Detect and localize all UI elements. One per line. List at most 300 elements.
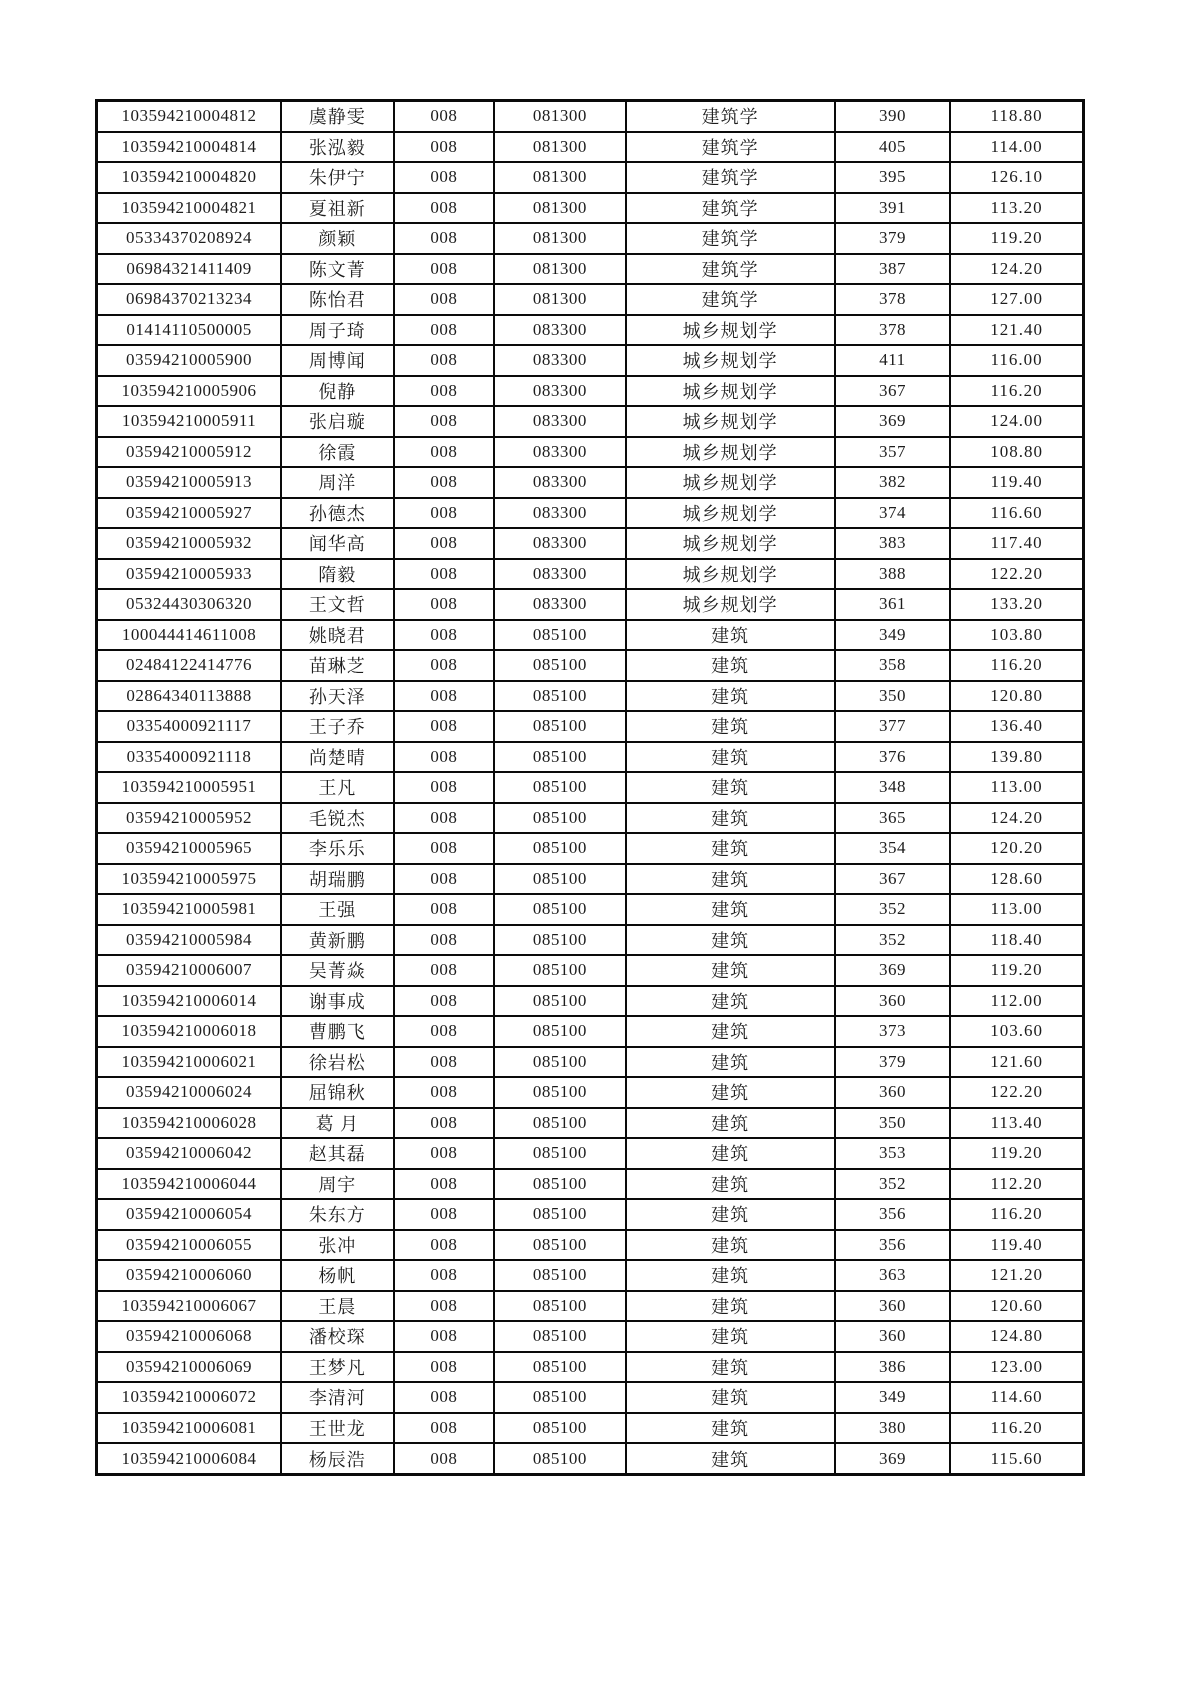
cell-dept_code: 008 <box>394 650 495 681</box>
cell-major_code: 085100 <box>494 1169 625 1200</box>
table-row <box>97 162 1084 193</box>
cell-dept_code: 008 <box>394 711 495 742</box>
cell-total_score: 356 <box>835 1199 950 1230</box>
cell-total_score: 369 <box>835 406 950 437</box>
table-row <box>97 101 1084 132</box>
cell-total_score: 360 <box>835 1291 950 1322</box>
cell-major_code: 081300 <box>494 101 625 132</box>
table-row <box>97 1077 1084 1108</box>
cell-name: 潘校琛 <box>281 1321 394 1352</box>
cell-sub_score: 120.20 <box>950 833 1083 864</box>
table-row <box>97 315 1084 346</box>
cell-candidate_id: 03594210006069 <box>97 1352 282 1383</box>
table-row <box>97 986 1084 1017</box>
cell-sub_score: 119.20 <box>950 223 1083 254</box>
cell-dept_code: 008 <box>394 1413 495 1444</box>
cell-sub_score: 123.00 <box>950 1352 1083 1383</box>
table-row <box>97 437 1084 468</box>
cell-name: 徐岩松 <box>281 1047 394 1078</box>
cell-major_code: 085100 <box>494 1260 625 1291</box>
cell-sub_score: 136.40 <box>950 711 1083 742</box>
cell-sub_score: 113.20 <box>950 193 1083 224</box>
table-row <box>97 1016 1084 1047</box>
cell-major_code: 085100 <box>494 742 625 773</box>
cell-candidate_id: 02864340113888 <box>97 681 282 712</box>
cell-major_name: 建筑 <box>626 894 835 925</box>
cell-major_code: 083300 <box>494 376 625 407</box>
table-row <box>97 1138 1084 1169</box>
cell-major_name: 建筑 <box>626 1108 835 1139</box>
cell-major_code: 081300 <box>494 162 625 193</box>
table-row <box>97 864 1084 895</box>
cell-major_name: 建筑 <box>626 1047 835 1078</box>
cell-major_code: 083300 <box>494 498 625 529</box>
cell-total_score: 365 <box>835 803 950 834</box>
table-row <box>97 620 1084 651</box>
cell-major_code: 085100 <box>494 1413 625 1444</box>
cell-name: 隋毅 <box>281 559 394 590</box>
cell-total_score: 348 <box>835 772 950 803</box>
cell-major_name: 建筑 <box>626 1260 835 1291</box>
cell-sub_score: 112.00 <box>950 986 1083 1017</box>
cell-candidate_id: 01414110500005 <box>97 315 282 346</box>
cell-total_score: 391 <box>835 193 950 224</box>
table-row <box>97 559 1084 590</box>
cell-dept_code: 008 <box>394 437 495 468</box>
table-row <box>97 345 1084 376</box>
cell-dept_code: 008 <box>394 193 495 224</box>
cell-name: 葛 月 <box>281 1108 394 1139</box>
cell-total_score: 356 <box>835 1230 950 1261</box>
cell-name: 倪静 <box>281 376 394 407</box>
table-row <box>97 803 1084 834</box>
cell-total_score: 386 <box>835 1352 950 1383</box>
cell-dept_code: 008 <box>394 1321 495 1352</box>
cell-candidate_id: 03594210006042 <box>97 1138 282 1169</box>
cell-dept_code: 008 <box>394 1260 495 1291</box>
cell-major_code: 083300 <box>494 528 625 559</box>
cell-major_name: 建筑 <box>626 620 835 651</box>
cell-candidate_id: 103594210005951 <box>97 772 282 803</box>
cell-dept_code: 008 <box>394 223 495 254</box>
cell-sub_score: 121.20 <box>950 1260 1083 1291</box>
cell-dept_code: 008 <box>394 742 495 773</box>
cell-dept_code: 008 <box>394 1077 495 1108</box>
cell-dept_code: 008 <box>394 1199 495 1230</box>
table-row <box>97 742 1084 773</box>
cell-total_score: 361 <box>835 589 950 620</box>
cell-total_score: 374 <box>835 498 950 529</box>
cell-major_name: 建筑 <box>626 1016 835 1047</box>
cell-candidate_id: 103594210004820 <box>97 162 282 193</box>
cell-major_code: 081300 <box>494 254 625 285</box>
cell-major_name: 建筑 <box>626 711 835 742</box>
cell-dept_code: 008 <box>394 925 495 956</box>
cell-total_score: 369 <box>835 1443 950 1474</box>
cell-major_code: 081300 <box>494 132 625 163</box>
cell-major_name: 建筑 <box>626 1291 835 1322</box>
cell-sub_score: 121.60 <box>950 1047 1083 1078</box>
cell-total_score: 360 <box>835 1077 950 1108</box>
cell-name: 朱伊宁 <box>281 162 394 193</box>
cell-name: 周洋 <box>281 467 394 498</box>
cell-name: 朱东方 <box>281 1199 394 1230</box>
cell-dept_code: 008 <box>394 1108 495 1139</box>
cell-major_name: 建筑 <box>626 1321 835 1352</box>
cell-total_score: 353 <box>835 1138 950 1169</box>
cell-candidate_id: 103594210006081 <box>97 1413 282 1444</box>
cell-sub_score: 122.20 <box>950 1077 1083 1108</box>
cell-major_name: 建筑学 <box>626 162 835 193</box>
cell-major_code: 085100 <box>494 986 625 1017</box>
cell-name: 曹鹏飞 <box>281 1016 394 1047</box>
cell-name: 王强 <box>281 894 394 925</box>
cell-sub_score: 112.20 <box>950 1169 1083 1200</box>
cell-sub_score: 133.20 <box>950 589 1083 620</box>
table-row <box>97 1169 1084 1200</box>
cell-name: 王子乔 <box>281 711 394 742</box>
cell-candidate_id: 103594210006021 <box>97 1047 282 1078</box>
cell-major_code: 085100 <box>494 1352 625 1383</box>
cell-candidate_id: 103594210006028 <box>97 1108 282 1139</box>
cell-total_score: 367 <box>835 376 950 407</box>
cell-name: 虞静雯 <box>281 101 394 132</box>
cell-major_code: 083300 <box>494 315 625 346</box>
table-row <box>97 284 1084 315</box>
cell-dept_code: 008 <box>394 376 495 407</box>
cell-sub_score: 118.80 <box>950 101 1083 132</box>
cell-dept_code: 008 <box>394 406 495 437</box>
cell-candidate_id: 103594210006067 <box>97 1291 282 1322</box>
cell-dept_code: 008 <box>394 1169 495 1200</box>
cell-major_name: 建筑 <box>626 955 835 986</box>
cell-major_name: 城乡规划学 <box>626 498 835 529</box>
cell-name: 黄新鹏 <box>281 925 394 956</box>
cell-total_score: 382 <box>835 467 950 498</box>
cell-sub_score: 119.20 <box>950 1138 1083 1169</box>
cell-major_code: 085100 <box>494 620 625 651</box>
cell-name: 王文哲 <box>281 589 394 620</box>
cell-dept_code: 008 <box>394 1047 495 1078</box>
cell-name: 毛锐杰 <box>281 803 394 834</box>
score-table-body <box>97 101 1084 1475</box>
cell-name: 张启璇 <box>281 406 394 437</box>
cell-name: 杨辰浩 <box>281 1443 394 1474</box>
cell-dept_code: 008 <box>394 345 495 376</box>
cell-name: 杨帆 <box>281 1260 394 1291</box>
table-row <box>97 772 1084 803</box>
cell-sub_score: 108.80 <box>950 437 1083 468</box>
cell-candidate_id: 03594210005965 <box>97 833 282 864</box>
table-row <box>97 1413 1084 1444</box>
cell-total_score: 354 <box>835 833 950 864</box>
cell-major_code: 085100 <box>494 1382 625 1413</box>
cell-name: 闻华高 <box>281 528 394 559</box>
cell-dept_code: 008 <box>394 528 495 559</box>
cell-candidate_id: 03594210005933 <box>97 559 282 590</box>
cell-total_score: 379 <box>835 223 950 254</box>
cell-major_name: 建筑 <box>626 772 835 803</box>
cell-sub_score: 117.40 <box>950 528 1083 559</box>
cell-candidate_id: 03594210006068 <box>97 1321 282 1352</box>
table-row <box>97 1047 1084 1078</box>
cell-candidate_id: 103594210006072 <box>97 1382 282 1413</box>
cell-dept_code: 008 <box>394 864 495 895</box>
cell-major_name: 建筑 <box>626 1382 835 1413</box>
cell-total_score: 373 <box>835 1016 950 1047</box>
table-row <box>97 1321 1084 1352</box>
cell-total_score: 367 <box>835 864 950 895</box>
table-row <box>97 1108 1084 1139</box>
cell-major_name: 城乡规划学 <box>626 376 835 407</box>
cell-candidate_id: 103594210006044 <box>97 1169 282 1200</box>
cell-candidate_id: 03594210006060 <box>97 1260 282 1291</box>
cell-dept_code: 008 <box>394 498 495 529</box>
cell-name: 夏祖新 <box>281 193 394 224</box>
cell-major_code: 085100 <box>494 1047 625 1078</box>
cell-name: 徐霞 <box>281 437 394 468</box>
cell-major_name: 建筑学 <box>626 284 835 315</box>
cell-major_name: 建筑 <box>626 742 835 773</box>
cell-sub_score: 119.40 <box>950 1230 1083 1261</box>
cell-major_code: 085100 <box>494 1138 625 1169</box>
cell-major_code: 085100 <box>494 1108 625 1139</box>
cell-name: 孙天泽 <box>281 681 394 712</box>
cell-name: 周宇 <box>281 1169 394 1200</box>
table-row <box>97 1199 1084 1230</box>
cell-major_code: 083300 <box>494 345 625 376</box>
cell-dept_code: 008 <box>394 1138 495 1169</box>
cell-sub_score: 114.00 <box>950 132 1083 163</box>
cell-dept_code: 008 <box>394 1230 495 1261</box>
cell-candidate_id: 03594210005900 <box>97 345 282 376</box>
cell-candidate_id: 103594210005911 <box>97 406 282 437</box>
cell-name: 苗琳芝 <box>281 650 394 681</box>
cell-dept_code: 008 <box>394 986 495 1017</box>
cell-candidate_id: 103594210005981 <box>97 894 282 925</box>
cell-sub_score: 127.00 <box>950 284 1083 315</box>
cell-major_code: 083300 <box>494 406 625 437</box>
cell-dept_code: 008 <box>394 894 495 925</box>
cell-candidate_id: 103594210004812 <box>97 101 282 132</box>
cell-major_code: 081300 <box>494 223 625 254</box>
cell-total_score: 405 <box>835 132 950 163</box>
cell-sub_score: 128.60 <box>950 864 1083 895</box>
cell-major_code: 085100 <box>494 711 625 742</box>
cell-major_name: 建筑 <box>626 1077 835 1108</box>
cell-candidate_id: 103594210006014 <box>97 986 282 1017</box>
score-table <box>95 99 1085 1476</box>
cell-name: 尚楚晴 <box>281 742 394 773</box>
table-row <box>97 1382 1084 1413</box>
table-row <box>97 711 1084 742</box>
cell-total_score: 411 <box>835 345 950 376</box>
cell-dept_code: 008 <box>394 132 495 163</box>
cell-major_name: 建筑 <box>626 925 835 956</box>
cell-major_name: 建筑 <box>626 833 835 864</box>
cell-major_name: 建筑 <box>626 650 835 681</box>
cell-dept_code: 008 <box>394 467 495 498</box>
cell-sub_score: 116.20 <box>950 1413 1083 1444</box>
cell-total_score: 352 <box>835 925 950 956</box>
table-row <box>97 1352 1084 1383</box>
cell-sub_score: 116.20 <box>950 376 1083 407</box>
cell-major_name: 建筑 <box>626 1138 835 1169</box>
cell-sub_score: 116.00 <box>950 345 1083 376</box>
cell-major_name: 建筑 <box>626 1443 835 1474</box>
cell-major_name: 城乡规划学 <box>626 437 835 468</box>
cell-major_name: 建筑学 <box>626 132 835 163</box>
cell-major_code: 085100 <box>494 681 625 712</box>
cell-total_score: 378 <box>835 284 950 315</box>
cell-major_code: 081300 <box>494 284 625 315</box>
cell-candidate_id: 05334370208924 <box>97 223 282 254</box>
cell-candidate_id: 03354000921118 <box>97 742 282 773</box>
cell-candidate_id: 06984321411409 <box>97 254 282 285</box>
table-row <box>97 681 1084 712</box>
cell-total_score: 376 <box>835 742 950 773</box>
cell-total_score: 383 <box>835 528 950 559</box>
cell-sub_score: 119.40 <box>950 467 1083 498</box>
cell-sub_score: 121.40 <box>950 315 1083 346</box>
cell-total_score: 388 <box>835 559 950 590</box>
cell-dept_code: 008 <box>394 833 495 864</box>
cell-sub_score: 116.20 <box>950 1199 1083 1230</box>
table-row <box>97 406 1084 437</box>
table-row <box>97 528 1084 559</box>
cell-major_name: 建筑学 <box>626 193 835 224</box>
cell-candidate_id: 103594210004814 <box>97 132 282 163</box>
cell-major_name: 城乡规划学 <box>626 589 835 620</box>
cell-sub_score: 139.80 <box>950 742 1083 773</box>
table-row <box>97 498 1084 529</box>
cell-sub_score: 113.00 <box>950 772 1083 803</box>
table-row <box>97 650 1084 681</box>
cell-dept_code: 008 <box>394 284 495 315</box>
cell-major_name: 建筑 <box>626 864 835 895</box>
cell-major_code: 085100 <box>494 925 625 956</box>
cell-candidate_id: 03354000921117 <box>97 711 282 742</box>
cell-major_name: 城乡规划学 <box>626 559 835 590</box>
cell-major_name: 建筑 <box>626 1199 835 1230</box>
cell-dept_code: 008 <box>394 315 495 346</box>
cell-candidate_id: 103594210004821 <box>97 193 282 224</box>
cell-name: 李清河 <box>281 1382 394 1413</box>
cell-total_score: 352 <box>835 1169 950 1200</box>
cell-dept_code: 008 <box>394 1016 495 1047</box>
cell-candidate_id: 103594210005975 <box>97 864 282 895</box>
cell-major_name: 城乡规划学 <box>626 467 835 498</box>
cell-major_code: 085100 <box>494 650 625 681</box>
cell-total_score: 360 <box>835 986 950 1017</box>
cell-dept_code: 008 <box>394 254 495 285</box>
cell-candidate_id: 03594210005913 <box>97 467 282 498</box>
cell-candidate_id: 03594210006055 <box>97 1230 282 1261</box>
cell-dept_code: 008 <box>394 589 495 620</box>
cell-sub_score: 120.80 <box>950 681 1083 712</box>
cell-major_name: 建筑 <box>626 1230 835 1261</box>
table-row <box>97 1291 1084 1322</box>
cell-sub_score: 124.80 <box>950 1321 1083 1352</box>
cell-major_name: 城乡规划学 <box>626 528 835 559</box>
cell-dept_code: 008 <box>394 803 495 834</box>
table-row <box>97 833 1084 864</box>
cell-candidate_id: 03594210005984 <box>97 925 282 956</box>
cell-total_score: 358 <box>835 650 950 681</box>
cell-sub_score: 126.10 <box>950 162 1083 193</box>
cell-dept_code: 008 <box>394 955 495 986</box>
cell-candidate_id: 06984370213234 <box>97 284 282 315</box>
cell-total_score: 357 <box>835 437 950 468</box>
cell-major_name: 建筑 <box>626 986 835 1017</box>
cell-sub_score: 124.00 <box>950 406 1083 437</box>
cell-candidate_id: 02484122414776 <box>97 650 282 681</box>
cell-dept_code: 008 <box>394 1443 495 1474</box>
cell-total_score: 352 <box>835 894 950 925</box>
cell-major_code: 083300 <box>494 467 625 498</box>
cell-name: 姚晓君 <box>281 620 394 651</box>
cell-total_score: 349 <box>835 620 950 651</box>
cell-name: 赵其磊 <box>281 1138 394 1169</box>
cell-total_score: 390 <box>835 101 950 132</box>
cell-sub_score: 115.60 <box>950 1443 1083 1474</box>
cell-dept_code: 008 <box>394 559 495 590</box>
cell-candidate_id: 03594210006007 <box>97 955 282 986</box>
cell-candidate_id: 03594210006054 <box>97 1199 282 1230</box>
cell-candidate_id: 100044414611008 <box>97 620 282 651</box>
cell-major_code: 085100 <box>494 772 625 803</box>
cell-name: 陈文菁 <box>281 254 394 285</box>
cell-major_code: 085100 <box>494 955 625 986</box>
cell-name: 颜颖 <box>281 223 394 254</box>
cell-major_code: 085100 <box>494 864 625 895</box>
cell-candidate_id: 03594210006024 <box>97 1077 282 1108</box>
cell-total_score: 395 <box>835 162 950 193</box>
cell-name: 李乐乐 <box>281 833 394 864</box>
cell-total_score: 380 <box>835 1413 950 1444</box>
cell-major_code: 081300 <box>494 193 625 224</box>
cell-sub_score: 116.60 <box>950 498 1083 529</box>
cell-sub_score: 119.20 <box>950 955 1083 986</box>
cell-total_score: 360 <box>835 1321 950 1352</box>
cell-major_code: 085100 <box>494 1199 625 1230</box>
cell-dept_code: 008 <box>394 1382 495 1413</box>
cell-name: 胡瑞鹏 <box>281 864 394 895</box>
cell-major_name: 城乡规划学 <box>626 345 835 376</box>
table-row <box>97 467 1084 498</box>
cell-candidate_id: 03594210005927 <box>97 498 282 529</box>
cell-total_score: 379 <box>835 1047 950 1078</box>
cell-total_score: 369 <box>835 955 950 986</box>
cell-major_code: 085100 <box>494 803 625 834</box>
cell-sub_score: 103.60 <box>950 1016 1083 1047</box>
table-row <box>97 925 1084 956</box>
cell-sub_score: 114.60 <box>950 1382 1083 1413</box>
cell-major_code: 085100 <box>494 1016 625 1047</box>
cell-candidate_id: 05324430306320 <box>97 589 282 620</box>
cell-total_score: 350 <box>835 1108 950 1139</box>
cell-dept_code: 008 <box>394 620 495 651</box>
table-row <box>97 223 1084 254</box>
cell-name: 周博闻 <box>281 345 394 376</box>
table-row <box>97 132 1084 163</box>
cell-name: 孙德杰 <box>281 498 394 529</box>
cell-total_score: 363 <box>835 1260 950 1291</box>
cell-sub_score: 103.80 <box>950 620 1083 651</box>
cell-major_code: 083300 <box>494 559 625 590</box>
cell-sub_score: 113.00 <box>950 894 1083 925</box>
cell-candidate_id: 103594210006018 <box>97 1016 282 1047</box>
